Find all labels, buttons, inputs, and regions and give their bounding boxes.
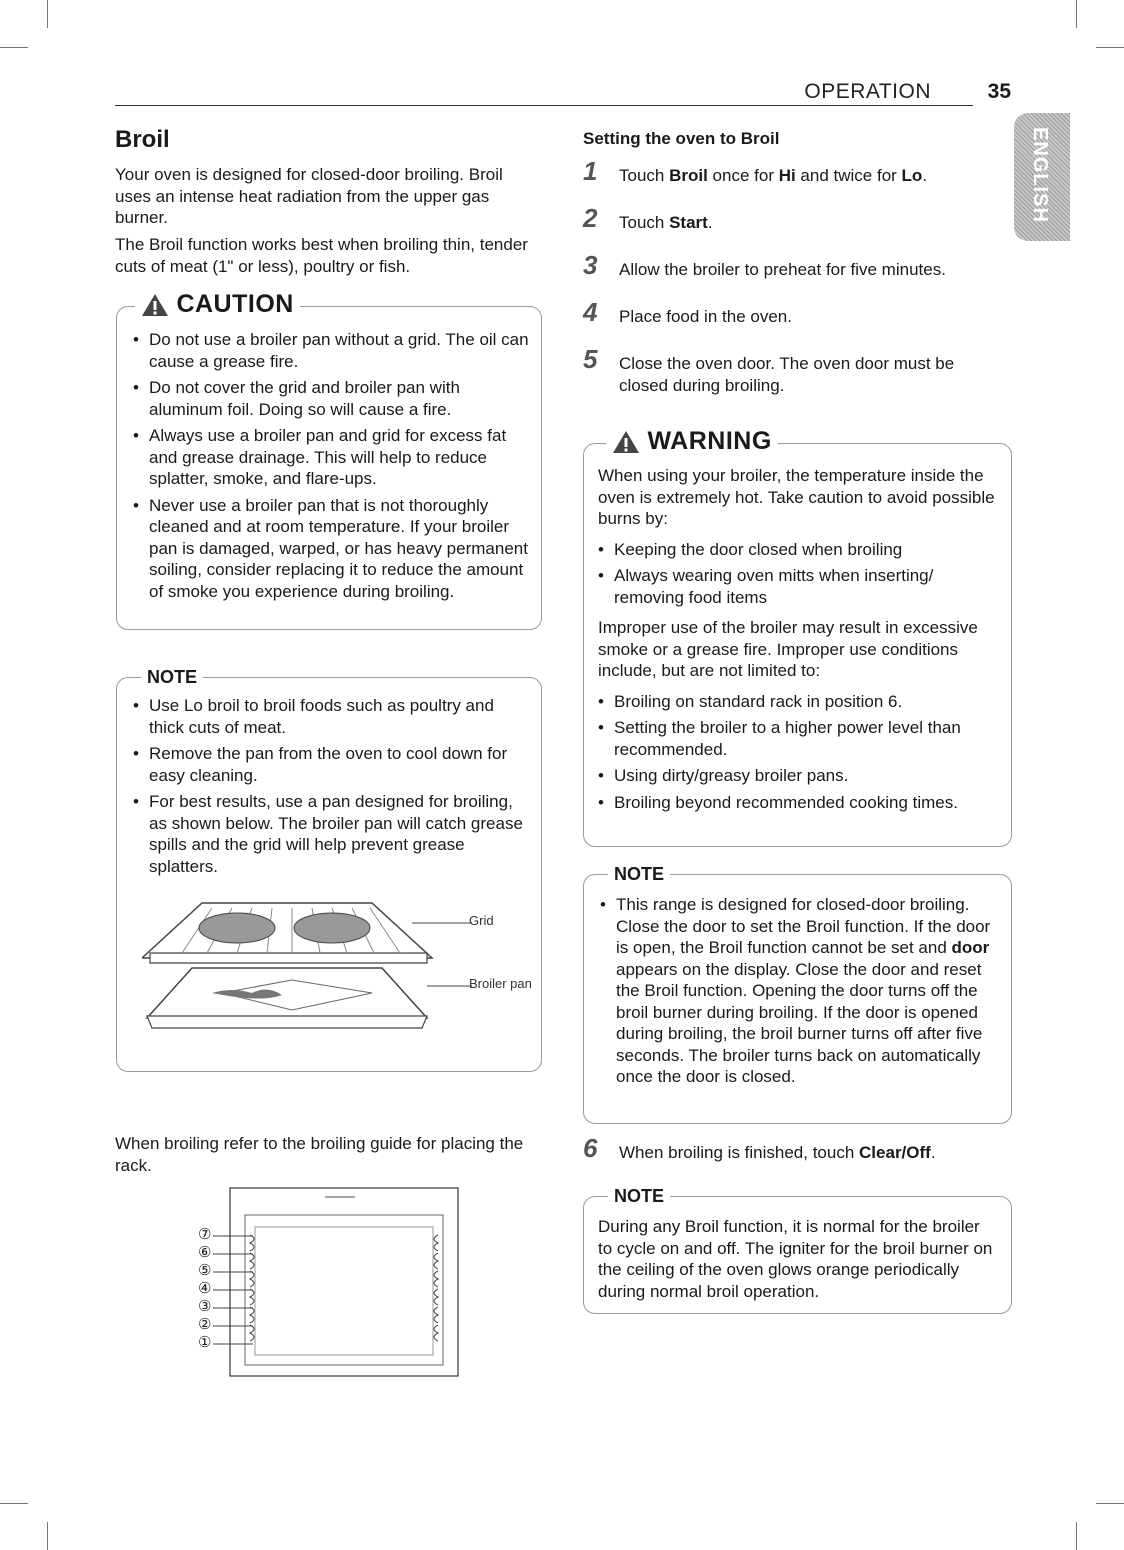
warning-triangle-icon — [141, 293, 169, 317]
caution-item: • Do not use a broiler pan without a grid. The oil can cause a grease fire. — [133, 329, 531, 372]
crop-mark — [1096, 47, 1124, 48]
page-number: 35 — [987, 80, 1011, 103]
crop-mark — [47, 1522, 48, 1550]
note-item: • For best results, use a pan designed for broiling, as shown below. The broiler pan will catch grease spills and the grid will help prevent grease splatters. — [133, 791, 531, 877]
oven-rack-diagram — [195, 1185, 465, 1380]
warning-item: • Always wearing oven mitts when inserting/ removing food items — [598, 565, 998, 608]
warning-item: • Using dirty/greasy broiler pans. — [598, 765, 998, 787]
note-item: • Remove the pan from the oven to cool down for easy cleaning. — [133, 743, 531, 786]
crop-mark — [0, 47, 28, 48]
step-4: 4 Place food in the oven. — [583, 297, 792, 327]
rack-position-7: ⑦ — [198, 1226, 212, 1243]
warning-box — [583, 427, 1012, 847]
crop-mark — [47, 0, 48, 28]
caution-box — [116, 290, 542, 630]
warning-middle: Improper use of the broiler may result in excessive smoke or a grease fire. Improper use conditions include, but are not limited to: — [598, 618, 978, 680]
note-title: NOTE — [608, 1186, 670, 1207]
crop-mark — [1076, 0, 1077, 28]
rack-position-1: ① — [198, 1334, 212, 1351]
warning-item: • Keeping the door closed when broiling — [598, 539, 998, 561]
step-number: 3 — [583, 250, 598, 280]
caution-heading — [135, 290, 300, 319]
rack-position-2: ② — [198, 1316, 212, 1333]
section-title: OPERATION — [804, 80, 931, 103]
warning-item: • Broiling beyond recommended cooking times. — [598, 792, 998, 814]
step-2: 2 Touch Start. — [583, 203, 713, 233]
warning-intro: When using your broiler, the temperature inside the oven is extremely hot. Take caution to avoid possible burns by: — [598, 466, 995, 528]
intro-paragraph: The Broil function works best when broiling thin, tender cuts of meat (1" or less), poultry or fish. — [115, 235, 528, 276]
language-tab-label: ENGLISH — [1029, 127, 1051, 223]
rack-position-3: ③ — [198, 1298, 212, 1315]
rack-position-labels — [198, 1226, 211, 1352]
note-title: NOTE — [141, 667, 203, 688]
warning-item: • Setting the broiler to a higher power level than recommended. — [598, 717, 998, 760]
step-number: 5 — [583, 344, 598, 374]
warning-triangle-icon — [612, 430, 640, 454]
note-box — [583, 864, 1012, 1124]
step-5: 5 Close the oven door. The oven door must be closed during broiling. — [583, 344, 955, 395]
step-6: 6 When broiling is finished, touch Clear/Off. — [583, 1133, 936, 1163]
note-item: • This range is designed for closed-door broiling. Close the door to set the Broil function. If the door is open, the Broil function cannot be set and door appears on the display. Close the door and reset the Broil function. Opening the door turns off the broil burner during broiling. If the door is opened during broiling, the broil burner turns off after five seconds. The broiler turns back on automatically once the door is closed. — [600, 894, 1000, 1088]
crop-mark — [1076, 1522, 1077, 1550]
note-item: • Use Lo broil to broil foods such as poultry and thick cuts of meat. — [133, 695, 531, 738]
note-box — [583, 1186, 1012, 1314]
step-1: 1 Touch Broil once for Hi and twice for Lo. — [583, 156, 928, 186]
step-number: 2 — [583, 203, 598, 233]
broiler-pan-label: Broiler pan — [469, 976, 532, 991]
rack-position-4: ④ — [198, 1280, 212, 1297]
grid-label: Grid — [469, 913, 494, 928]
caution-title: CAUTION — [176, 290, 294, 318]
step-number: 1 — [583, 156, 598, 186]
warning-title: WARNING — [647, 427, 772, 455]
caution-item: • Never use a broiler pan that is not thoroughly cleaned and at room temperature. If your broiler pan is damaged, warped, or has heavy permanent soiling, consider replacing it to reduce the amount of smoke you experience during broiling. — [133, 495, 531, 603]
rack-guide-text: When broiling refer to the broiling guide for placing the rack. — [115, 1134, 524, 1175]
warning-heading — [606, 427, 778, 456]
caution-item: • Always use a broiler pan and grid for excess fat and grease drainage. This will help to reduce splatter, smoke, and flare-ups. — [133, 425, 531, 490]
note-box — [116, 667, 542, 1072]
warning-item: • Broiling on standard rack in position 6. — [598, 691, 998, 713]
page-header — [115, 80, 1011, 106]
crop-mark — [0, 1503, 28, 1504]
note-title: NOTE — [608, 864, 670, 885]
intro-paragraph: Your oven is designed for closed-door broiling. Broil uses an intense heat radiation from the upper gas burner. — [115, 165, 503, 227]
step-number: 4 — [583, 297, 598, 327]
crop-mark — [1096, 1503, 1124, 1504]
page-title: Broil — [115, 126, 170, 153]
rack-position-5: ⑤ — [198, 1262, 212, 1279]
step-number: 6 — [583, 1133, 598, 1163]
section-heading: Setting the oven to Broil — [583, 129, 780, 148]
language-tab — [1014, 113, 1070, 241]
rack-position-6: ⑥ — [198, 1244, 212, 1261]
step-3: 3 Allow the broiler to preheat for five minutes. — [583, 250, 946, 280]
caution-item: • Do not cover the grid and broiler pan with aluminum foil. Doing so will cause a fire. — [133, 377, 531, 420]
note-text: During any Broil function, it is normal for the broiler to cycle on and off. The igniter for the broil burner on the ceiling of the oven glows orange periodically during normal broil operation. — [598, 1217, 993, 1301]
